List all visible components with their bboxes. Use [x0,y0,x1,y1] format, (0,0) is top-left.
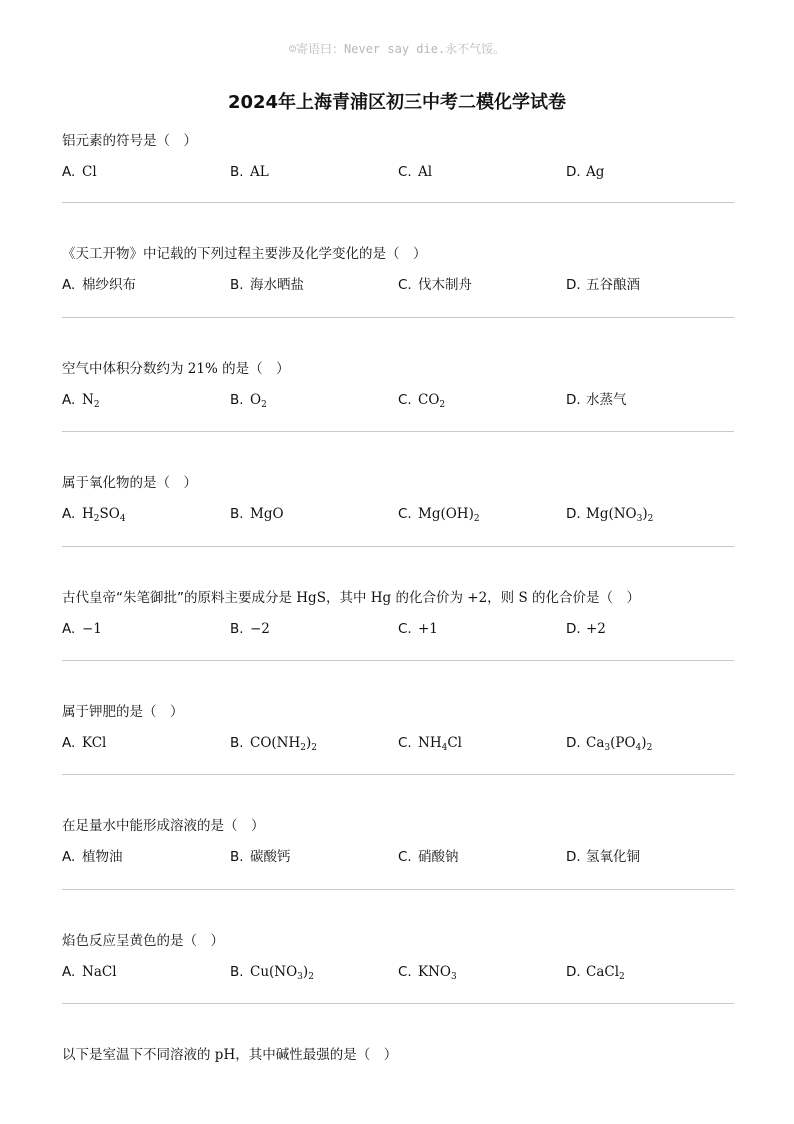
formula-main: CO [418,392,440,408]
formula-subscript: 4 [441,743,448,753]
option-formula [418,964,457,980]
formula-subscript: 2 [311,743,317,753]
option-letter: C. [398,506,412,522]
stem-text: 以下是室温下不同溶液的 [62,1047,215,1063]
option-a[interactable] [62,275,230,295]
option-b[interactable] [230,275,398,295]
question-3 [62,360,734,460]
question-2 [62,245,734,345]
question-divider [62,774,734,775]
stem-formula: Hg [370,590,392,606]
option-d[interactable] [566,962,734,987]
option-letter: D. [566,392,581,408]
option-b[interactable] [230,390,398,415]
option-text: Ag [586,164,605,180]
option-formula [586,735,652,751]
stem-text: 的是（ ） [217,361,290,377]
option-formula [418,506,480,522]
option-a[interactable] [62,847,230,867]
option-a[interactable] [62,733,230,753]
formula-main: O [250,392,262,408]
option-letter: C. [398,621,412,637]
option-text: Al [418,164,433,180]
formula-main: Mg(OH) [418,506,474,522]
question-stem [62,589,734,607]
question-7 [62,817,734,917]
formula-main: H [82,506,94,522]
option-text: MgO [250,506,284,522]
question-divider [62,1003,734,1004]
option-letter: D. [566,277,581,293]
option-c[interactable] [398,162,566,182]
option-text: 植物油 [82,849,123,865]
question-divider [62,202,734,203]
question-divider [62,660,734,661]
formula-subscript: 2 [93,514,100,524]
option-c[interactable] [398,847,566,867]
option-b[interactable] [230,962,398,987]
option-c[interactable] [398,275,566,295]
formula-main: Mg(NO [586,506,637,522]
option-letter: D. [566,506,581,522]
option-letter: A. [62,735,76,751]
formula-main: KNO [418,964,451,980]
formula-subscript: 2 [473,514,480,524]
option-text: +2 [586,621,606,637]
option-letter: D. [566,621,581,637]
question-5 [62,589,734,689]
question-stem: 焰色反应呈黄色的是（ ） [62,933,224,949]
option-letter: A. [62,621,76,637]
formula-subscript: 4 [119,514,126,524]
motto-watermark: ☺寄语曰：Never say die.永不气馁。 [288,42,506,56]
option-formula [82,392,100,408]
stem-text: 空气中体积分数约为 [62,361,188,377]
option-c[interactable] [398,390,566,415]
question-stem: 属于钾肥的是（ ） [62,704,184,720]
question-stem: 《天工开物》中记载的下列过程主要涉及化学变化的是（ ） [62,246,427,262]
question-4 [62,474,734,574]
question-6 [62,703,734,803]
option-letter: B. [230,506,244,522]
option-formula [82,506,126,522]
options-row [62,962,734,984]
option-formula [418,392,445,408]
option-formula [250,735,317,751]
formula-subscript: 2 [261,400,267,410]
option-letter: C. [398,277,412,293]
option-letter: A. [62,277,76,293]
stem-formula: S [518,590,528,606]
option-letter: A. [62,849,76,865]
option-a[interactable] [62,390,230,415]
option-letter: A. [62,964,76,980]
options-row [62,390,734,412]
formula-subscript: 2 [647,514,654,524]
formula-subscript: 2 [300,743,306,753]
page-title: 2024年上海青浦区初三中考二模化学试卷 [227,92,567,113]
options-row [62,504,734,526]
stem-text: 的化合价为 [391,590,468,606]
formula-main: CaCl [586,964,620,980]
option-b[interactable] [230,619,398,639]
stem-text: ，则 [487,590,519,606]
option-text: −1 [82,621,102,637]
options-row [62,619,734,641]
question-8 [62,932,734,1032]
option-a[interactable] [62,962,230,982]
option-a[interactable] [62,504,230,529]
option-text: NaCl [82,964,117,980]
stem-text: ，其中碱性最强的是（ ） [235,1047,398,1063]
stem-text: 的化合价是（ ） [527,590,641,606]
question-stem [62,1046,734,1064]
option-text: 氢氧化铜 [586,849,640,865]
option-d[interactable] [566,504,734,529]
option-d[interactable] [566,619,734,639]
option-d[interactable] [566,390,734,410]
option-letter: A. [62,164,76,180]
option-formula [250,964,314,980]
option-text: 硝酸钠 [418,849,459,865]
option-c[interactable] [398,619,566,639]
option-letter: A. [62,392,76,408]
formula-subscript: 2 [619,972,625,982]
option-b[interactable] [230,847,398,867]
option-text: AL [250,164,269,180]
option-text: 五谷酿酒 [586,277,640,293]
formula-main: Cl [447,735,462,751]
formula-subscript: 3 [450,972,457,982]
option-text: −2 [250,621,270,637]
option-d[interactable] [566,275,734,295]
option-letter: B. [230,277,244,293]
formula-subscript: 2 [308,972,314,982]
formula-subscript: 2 [646,743,653,753]
option-text: +1 [418,621,438,637]
option-text: Cl [82,164,97,180]
option-formula [418,735,462,751]
formula-main: (PO [610,735,636,751]
options-row [62,162,734,184]
options-row [62,733,734,755]
stem-formula: 21% [187,361,218,377]
option-letter: C. [398,164,412,180]
option-letter: C. [398,849,412,865]
formula-subscript: 2 [439,400,446,410]
question-divider [62,546,734,547]
option-b[interactable] [230,504,398,524]
option-d[interactable] [566,733,734,758]
option-letter: D. [566,964,581,980]
option-letter: C. [398,735,412,751]
formula-main: N [82,392,94,408]
stem-text: ，其中 [325,590,371,606]
option-letter: B. [230,849,244,865]
formula-main: SO [99,506,120,522]
question-divider [62,889,734,890]
option-letter: A. [62,506,76,522]
option-d[interactable] [566,162,734,182]
option-b[interactable] [230,162,398,182]
options-row [62,275,734,297]
option-formula [250,392,267,408]
option-letter: B. [230,964,244,980]
option-letter: D. [566,735,581,751]
option-a[interactable] [62,162,230,182]
question-9 [62,1046,734,1086]
formula-main: ) [641,735,647,751]
stem-formula: pH [214,1047,236,1063]
option-b[interactable] [230,733,398,758]
option-formula [586,964,625,980]
formula-main: Cu(NO [250,964,298,980]
formula-subscript: 3 [604,743,611,753]
formula-main: CO(NH [250,735,301,751]
question-stem: 属于氧化物的是（ ） [62,475,197,491]
formula-subscript: 3 [636,514,643,524]
option-c[interactable] [398,504,566,529]
options-row [62,847,734,869]
option-letter: B. [230,164,244,180]
option-text: 海水晒盐 [250,277,304,293]
option-c[interactable] [398,962,566,987]
option-c[interactable] [398,733,566,758]
option-letter: D. [566,849,581,865]
formula-subscript: 2 [93,400,100,410]
question-stem [62,360,734,378]
option-letter: C. [398,392,412,408]
formula-main: ) [642,506,648,522]
question-1 [62,132,734,232]
option-letter: B. [230,392,244,408]
stem-text: 古代皇帝“朱笔御批”的原料主要成分是 [62,590,297,606]
question-stem: 铝元素的符号是（ ） [62,133,197,149]
stem-formula: +2 [467,590,488,606]
option-a[interactable] [62,619,230,639]
formula-main: ) [305,735,312,751]
option-text: 棉纱织布 [82,277,136,293]
formula-subscript: 3 [297,972,303,982]
option-letter: C. [398,964,412,980]
option-formula [586,506,653,522]
option-text: KCl [82,735,107,751]
option-letter: D. [566,164,581,180]
option-text: 伐木制舟 [418,277,472,293]
formula-main: ) [302,964,309,980]
option-text: 水蒸气 [586,392,627,408]
question-divider [62,431,734,432]
option-text: 碳酸钙 [250,849,291,865]
stem-formula: HgS [296,590,326,606]
option-letter: B. [230,621,244,637]
option-d[interactable] [566,847,734,867]
question-stem: 在足量水中能形成溶液的是（ ） [62,818,265,834]
formula-main: Ca [586,735,605,751]
formula-main: NH [418,735,442,751]
formula-subscript: 4 [635,743,642,753]
question-divider [62,317,734,318]
option-letter: B. [230,735,244,751]
